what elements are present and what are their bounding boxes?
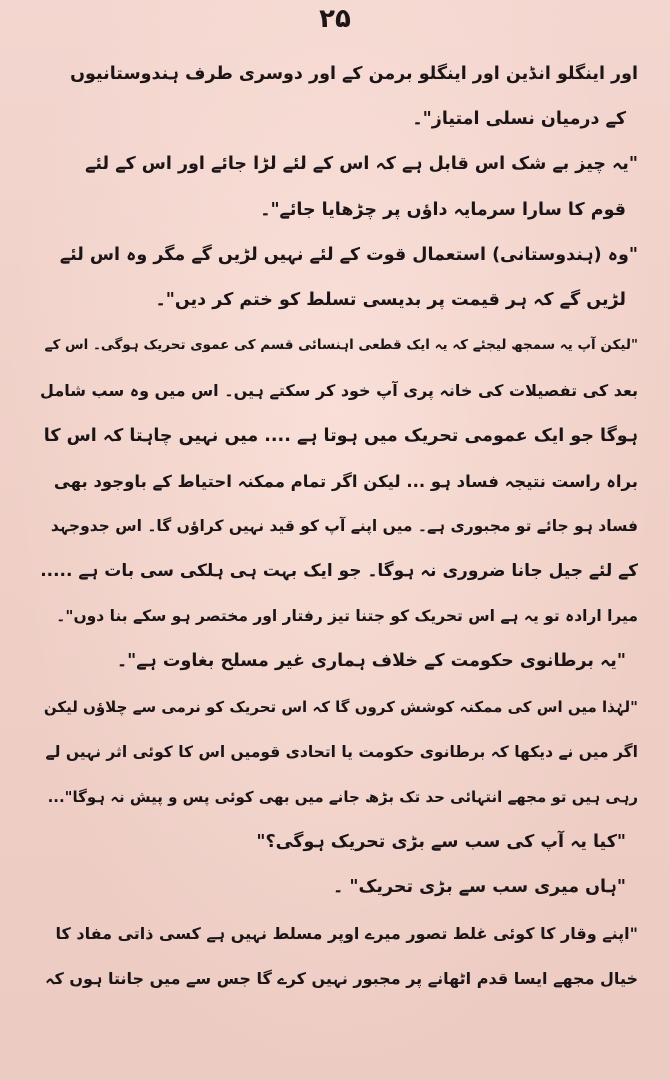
text-line-1: اور اینگلو انڈین اور اینگلو برمن کے اور دوسری طرف ہندوستانیوں xyxy=(70,64,638,84)
text-line-11: فساد ہو جائے تو مجبوری ہے۔ میں اپنے آپ کو قید نہیں کراؤں گا۔ اس جدوجہد xyxy=(50,516,638,535)
text-line-5: "وہ (ہندوستانی) استعمال قوت کے لئے نہیں لڑیں گے مگر وہ اس لئے xyxy=(59,244,638,265)
text-line-4: قوم کا سارا سرمایہ داؤں پر چڑھایا جائے"۔ xyxy=(260,199,626,220)
page-body-text xyxy=(40,52,638,1001)
text-line-16: اگر میں نے دیکھا کہ برطانوی حکومت یا اتحادی قومیں اس کا کوئی اثر نہیں لے xyxy=(45,742,638,761)
text-line-19: "ہاں میری سب سے بڑی تحریک" ۔ xyxy=(333,877,626,898)
text-line-17: رہی ہیں تو مجھے انتہائی حد تک بڑھ جانے میں بھی کوئی پس و پیش نہ ہوگا"... xyxy=(47,788,638,806)
text-line-12: کے لئے جیل جانا ضروری نہ ہوگا۔ جو ایک بہت ہی ہلکی سی بات ہے ..... xyxy=(40,561,638,582)
text-line-3: "یہ چیز بے شک اس قابل ہے کہ اس کے لئے لڑا جائے اور اس کے لئے xyxy=(85,154,638,175)
text-line-18: "کیا یہ آپ کی سب سے بڑی تحریک ہوگی؟" xyxy=(256,832,626,853)
text-line-2: کے درمیان نسلی امتیاز"۔ xyxy=(412,109,626,130)
text-line-21: خیال مجھے ایسا قدم اٹھانے پر مجبور نہیں کرے گا جس سے میں جانتا ہوں کہ xyxy=(45,968,638,988)
page-number: ۲۵ xyxy=(319,4,351,34)
text-line-10: براہ راست نتیجہ فساد ہو ... لیکن اگر تمام ممکنہ احتیاط کے باوجود بھی xyxy=(53,471,638,491)
text-line-13: میرا ارادہ تو یہ ہے اس تحریک کو جتنا تیز رفتار اور مختصر ہو سکے بنا دوں"۔ xyxy=(56,607,638,626)
text-line-15: "لہٰذا میں اس کی ممکنہ کوشش کروں گا کہ اس تحریک کو نرمی سے چلاؤں لیکن xyxy=(43,697,638,716)
text-line-9: ہوگا جو ایک عمومی تحریک میں ہوتا ہے .... میں نہیں چاہتا کہ اس کا xyxy=(43,425,638,446)
text-line-14: "یہ برطانوی حکومت کے خلاف ہماری غیر مسلح بغاوت ہے"۔ xyxy=(116,651,626,672)
text-line-6: لڑیں گے کہ ہر قیمت پر بدیسی تسلط کو ختم کر دیں"۔ xyxy=(155,289,626,310)
text-line-20: "اپنے وقار کا کوئی غلط تصور میرے اوپر مسلط نہیں ہے کسی ذاتی مفاد کا xyxy=(55,923,638,943)
text-line-7: "لیکن آپ یہ سمجھ لیجئے کہ یہ ایک قطعی اہنسائی قسم کی عموی تحریک ہوگی۔ اس کے xyxy=(44,337,638,354)
text-line-8: بعد کی تفصیلات کی خانہ پری آپ خود کر سکتے ہیں۔ اس میں وہ سب شامل xyxy=(40,381,638,401)
